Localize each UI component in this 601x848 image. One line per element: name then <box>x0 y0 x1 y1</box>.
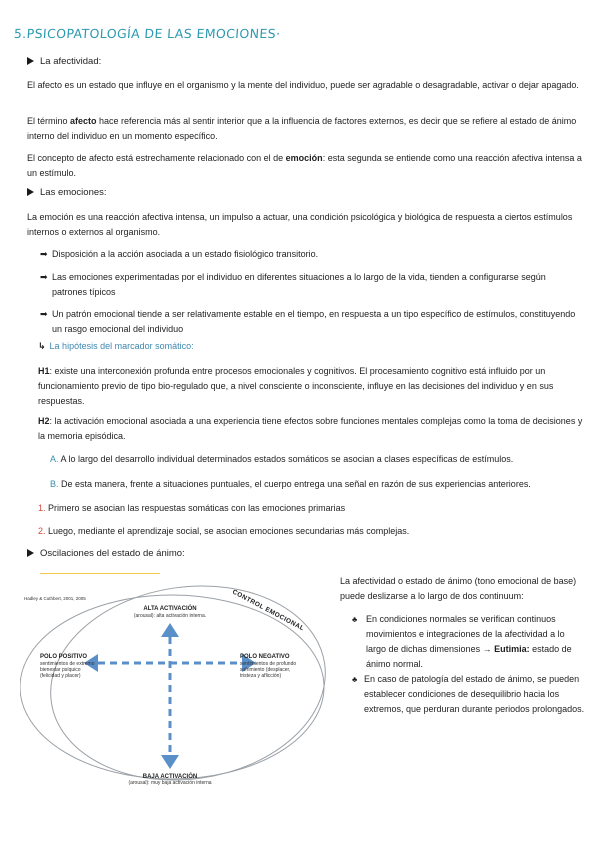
highlight-underline <box>40 573 160 574</box>
page-title: 5.PSICOPATOLOGÍA DE LAS EMOCIONES· <box>13 26 281 41</box>
emociones-item-3: ➡ Un patrón emocional tiende a ser relativamente estable en el tiempo, en respuesta a un tipo específico de estímulos, constituyendo un rasgo emocional del individuo <box>40 309 576 334</box>
emociones-item-1: ➡ Disposición a la acción asociada a un estado fisiológico transitorio. <box>52 247 582 262</box>
diamond-bullet-icon: ♣ <box>352 615 358 624</box>
polo-positivo-sub3: (felicidad y placer) <box>40 673 81 679</box>
alta-activacion-sub: (arousal): alta activación interna. <box>133 613 207 619</box>
list-item-2: 2. Luego, mediante el aprendizaje social, se asocian emociones secundarias más complejas. <box>38 526 410 536</box>
afectividad-heading: La afectividad: <box>40 56 102 67</box>
polo-positivo-sub1: sentimientos de extremo <box>40 661 95 667</box>
list-item-1: 1. Primero se asocian las respuestas somáticas con las emociones primarias <box>38 503 346 513</box>
arrow-right-icon: ➡ <box>40 309 48 319</box>
polo-negativo-sub1: sentimientos de profundo <box>240 661 297 667</box>
triangle-bullet-icon <box>27 57 34 65</box>
section-oscilaciones <box>27 548 185 559</box>
afectividad-p3: El concepto de afecto está estrechamente relacionado con el de emoción: esta segunda se entiende como una reacción afectiva intensa a un estímulo. <box>27 153 582 178</box>
section-emociones <box>27 187 107 198</box>
oscilaciones-heading: Oscilaciones del estado de ánimo: <box>40 548 185 559</box>
arrow-up-icon <box>161 623 179 637</box>
control-emocional-label: CONTROL EMOCIONAL <box>231 588 306 633</box>
right-intro: La afectividad o estado de ánimo (tono emocional de base) puede deslizarse a lo largo de dos continuum: <box>340 576 577 601</box>
polo-negativo-label: POLO NEGATIVO <box>240 654 290 660</box>
polo-positivo-sub2: bienestar psíquico <box>40 667 81 673</box>
hypothesis-h2: H2: la activación emocional asociada a una experiencia tiene efectos sobre funciones mentales complejas como la toma de decisiones y la memoria episódica. <box>38 416 583 441</box>
afectividad-p2: El término afecto hace referencia más al sentir interior que a la influencia de factores externos, es decir que se refiere al estado de ánimo interno del individuo en un momento específico. <box>27 116 577 141</box>
outer-ellipse <box>20 595 324 779</box>
arrow-right-icon: ➡ <box>40 249 48 259</box>
section-afectividad <box>27 56 101 67</box>
hypothesis-a: A. A lo largo del desarrollo individual determinados estados somáticos se asocian a clases específicas de estímulos. <box>50 454 514 464</box>
arrow-down-icon <box>161 755 179 769</box>
right-item-2: ♣ En caso de patología del estado de ánimo, se pueden establecer condiciones de desequilibrio hacia los extremos, que perduran durante periodos prolongados. <box>352 674 585 714</box>
arrow-right-icon: ➡ <box>40 272 48 282</box>
hypothesis-b: B. De esta manera, frente a situaciones puntuales, el cuerpo entrega una señal en razón de sus experiencias anteriores. <box>50 479 531 489</box>
return-arrow-icon: ↳ <box>38 341 46 351</box>
right-item-1: ♣ En condiciones normales se verifican continuos movimientos e integraciones de la afectividad a lo largo de dichas dimensiones → Eutimia: estado de ánimo normal. <box>352 614 572 669</box>
polo-negativo-sub3: tristeza y aflicción) <box>240 673 282 679</box>
emociones-heading: Las emociones: <box>40 187 107 198</box>
mood-oscillation-diagram <box>20 575 335 790</box>
afectividad-p1: El afecto es un estado que influye en el organismo y la mente del individuo, puede ser agradable o desagradable, activar o dejar apagado. <box>27 80 579 90</box>
diamond-bullet-icon: ♣ <box>352 675 358 684</box>
baja-activacion-label: BAJA ACTIVACIÓN <box>142 774 198 780</box>
polo-negativo-sub2: sufrimiento (desplacer, <box>240 667 291 673</box>
baja-activacion-sub: (arousal): muy baja activación interna <box>128 780 212 786</box>
diagram-credit: Hadley & Cuthbert, 2001, 2005 <box>24 596 86 601</box>
polo-positivo-label: POLO POSITIVO <box>40 654 88 660</box>
triangle-bullet-icon <box>27 549 34 557</box>
emociones-intro: La emoción es una reacción afectiva intensa, un impulso a actuar, una condición psicológica y biológica de respuesta a ciertos estímulos internos o externos al organismo. <box>27 212 573 237</box>
hypothesis-title: ↳ La hipótesis del marcador somático: <box>38 341 194 351</box>
alta-activacion-label: ALTA ACTIVACIÓN <box>143 606 197 612</box>
hypothesis-h1: H1: existe una interconexión profunda entre procesos emocionales y cognitivos. El procesamiento cognitivo está influido por un funcionamiento previo de tipo bio-regulado que, a nivel consciente o inconsciente, influye en las decisiones del individuo y en sus respuestas. <box>38 366 554 406</box>
emociones-item-2: ➡ Las emociones experimentadas por el individuo en diferentes situaciones a lo largo de la vida, tienden a configurarse según patrones típicos <box>40 272 546 297</box>
triangle-bullet-icon <box>27 188 34 196</box>
